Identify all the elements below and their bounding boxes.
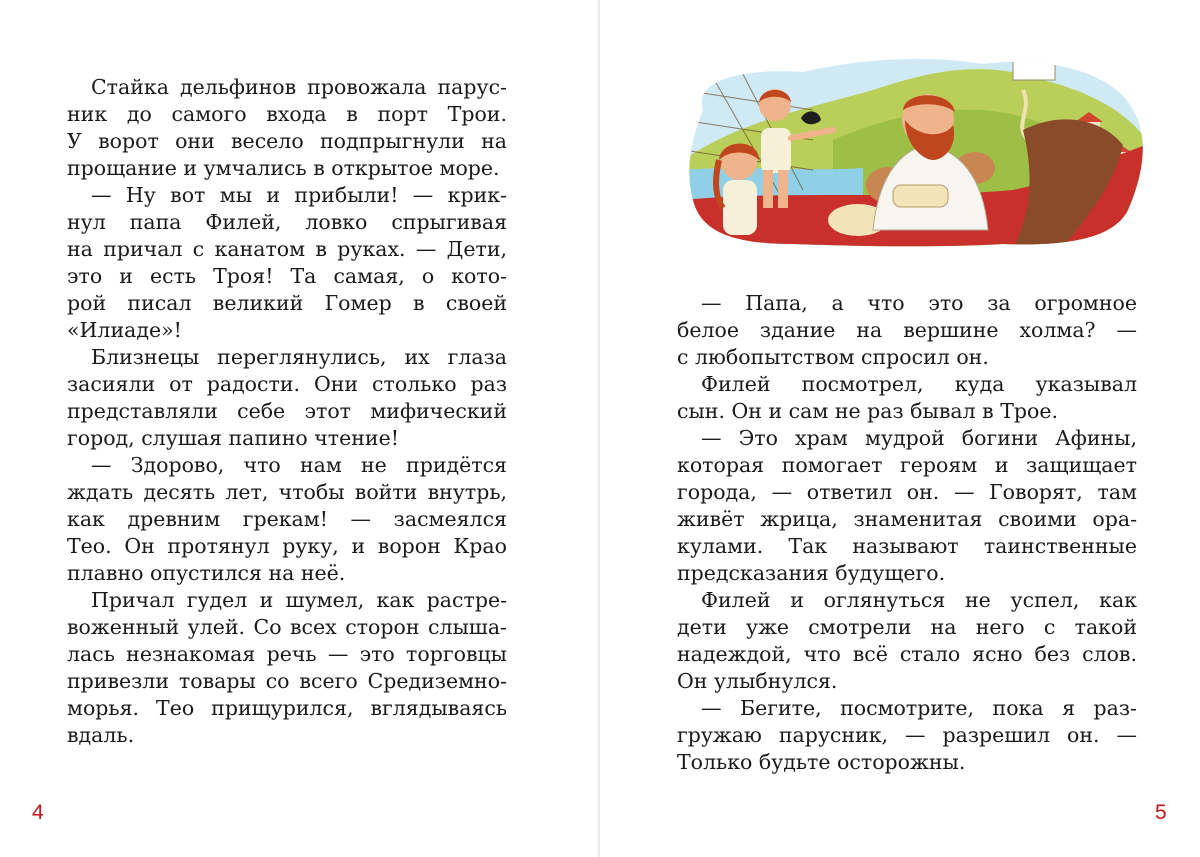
text-line: ждать десять лет, чтобы войти внутрь, [67, 480, 507, 504]
page-number-right: 5 [1155, 801, 1167, 824]
text-line: — Папа, а что это за огромное [701, 291, 1137, 315]
text-line: Он улыбнулся. [677, 669, 838, 693]
text-line: белое здание на вершине холма? — [677, 318, 1137, 342]
text-line: нул папа Филей, ловко спрыгивая [67, 210, 507, 234]
text-line: гружаю парусник, — разрешил он. — [677, 723, 1137, 747]
text-line: засияли от радости. Они столько раз [67, 372, 507, 396]
text-line: живёт жрица, знаменитая своими ора- [677, 507, 1137, 531]
text-line: это и есть Троя! Та самая, о кото- [67, 264, 507, 288]
text-line: представляли себе этот мифический [67, 399, 507, 423]
text-line: Филей посмотрел, куда указывал [701, 372, 1137, 396]
text-line: привезли товары со всего Средиземно- [67, 669, 507, 693]
left-page-text [67, 74, 507, 749]
text-line: сын. Он и сам не раз бывал в Трое. [677, 399, 1058, 423]
paragraph [677, 695, 1137, 776]
paragraph [677, 290, 1137, 371]
text-line: морья. Тео прищурился, вглядываясь [67, 696, 507, 720]
text-line: рой писал великий Гомер в своей [67, 291, 507, 315]
text-line: предсказания будущего. [677, 561, 946, 585]
temple-building [1013, 58, 1055, 80]
text-line: Филей и оглянуться не успел, как [701, 588, 1137, 612]
text-line: — Здорово, что нам не придётся [91, 453, 507, 477]
text-line: город, слушая папино чтение! [67, 426, 399, 450]
temple-roof [1009, 50, 1059, 60]
text-line: как древним грекам! — засмеялся [67, 507, 507, 531]
text-line: ник до самого входа в порт Трои. [67, 102, 507, 126]
text-line: Только будьте осторожны. [677, 750, 966, 774]
text-line: воженный улей. Со всех сторон слыша- [67, 615, 507, 639]
page-number-left: 4 [32, 801, 44, 824]
text-line: Тео. Он протянул руку, и ворон Крао [67, 534, 507, 558]
text-line: — Это храм мудрой богини Афины, [701, 426, 1137, 450]
right-page-text [677, 290, 1137, 776]
text-line: У ворот они весело подпрыгнули на [67, 129, 507, 153]
text-line: кулами. Так называют таинственные [677, 534, 1137, 558]
text-line: «Илиаде»! [67, 318, 182, 342]
text-line: Близнецы переглянулись, их глаза [91, 345, 507, 369]
text-line: плавно опустился на неё. [67, 561, 346, 585]
text-line: — Ну вот мы и прибыли! — крик- [91, 183, 507, 207]
paragraph [67, 344, 507, 452]
illustration-ship-troy [683, 50, 1146, 248]
text-line: Стайка дельфинов провожала парус- [91, 75, 507, 99]
text-line: — Бегите, посмотрите, пока я раз- [701, 696, 1137, 720]
text-line: дети уже смотрели на него с такой [677, 615, 1137, 639]
paragraph [67, 182, 507, 344]
text-line: лась незнакомая речь — это торговцы [67, 642, 507, 666]
paragraph [677, 587, 1137, 695]
text-line: надеждой, что всё стало ясно без слов. [677, 642, 1137, 666]
text-line: вдаль. [67, 723, 135, 747]
text-line: на причал с канатом в руках. — Дети, [67, 237, 507, 261]
text-line: с любопытством спросил он. [677, 345, 989, 369]
text-line: Причал гудел и шумел, как растре- [91, 588, 507, 612]
text-line: прощание и умчались в открытое море. [67, 156, 500, 180]
paragraph [677, 371, 1137, 425]
text-line: города, — ответил он. — Говорят, там [677, 480, 1137, 504]
text-line: которая помогает героям и защищает [677, 453, 1137, 477]
paragraph [67, 452, 507, 587]
paragraph [67, 587, 507, 749]
paragraph [677, 425, 1137, 587]
paragraph [67, 74, 507, 182]
